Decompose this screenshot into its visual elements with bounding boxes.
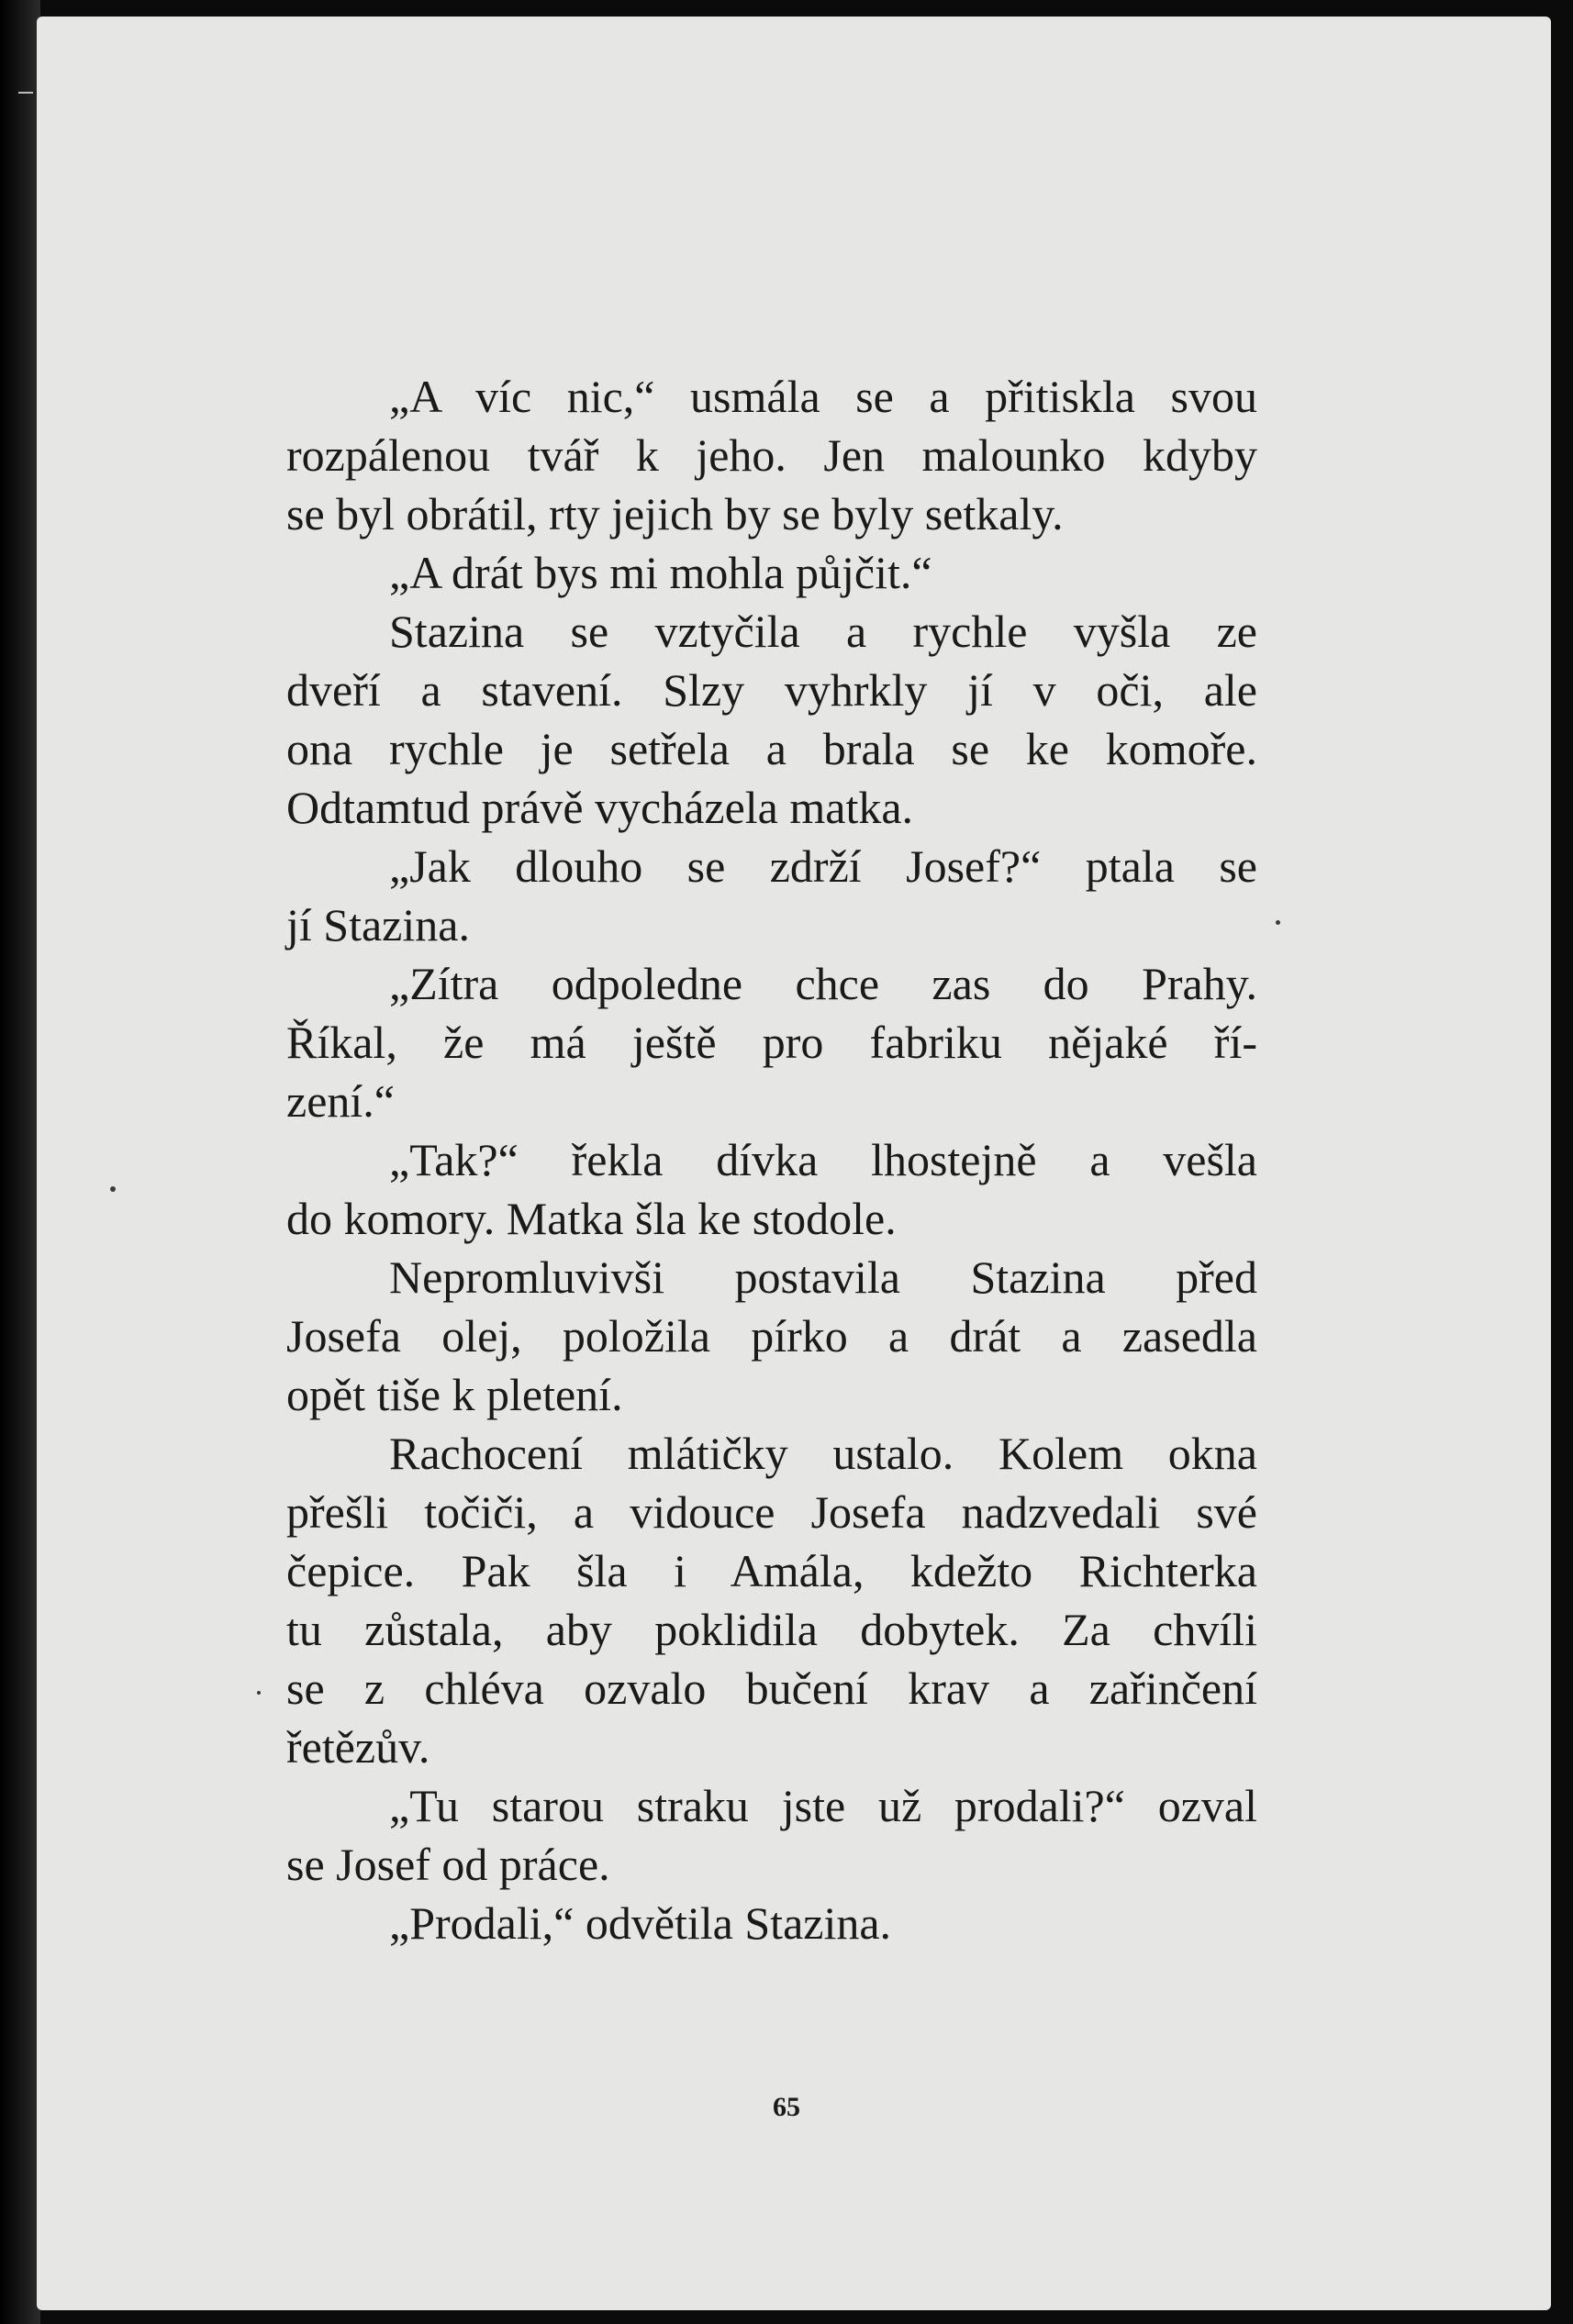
text-line: Odtamtud právě vycházela matka. (286, 782, 914, 833)
text-line: Rachocení mlátičky ustalo. Kolem okna (389, 1428, 1257, 1479)
page-speck (1276, 920, 1280, 925)
text-line: čepice. Pak šla i Amála, kdežto Richterka (286, 1545, 1257, 1596)
text-line: opět tiše k pletení. (286, 1369, 623, 1420)
text-line: rozpálenou tvář k jeho. Jen malounko kdyby (286, 429, 1257, 481)
page-number: 65 (773, 2092, 800, 2122)
page-speck (110, 1186, 116, 1192)
text-line: se Josef od práce. (286, 1839, 610, 1890)
text-line: přešli točiči, a vidouce Josefa nadzvedali své (286, 1486, 1257, 1538)
text-line: jí Stazina. (286, 899, 470, 951)
spine-mark (18, 92, 33, 94)
text-line: „Prodali,“ odvětila Stazina. (389, 1897, 892, 1949)
text-line: Nepromluvivši postavila Stazina před (389, 1251, 1257, 1303)
text-line: „Tu starou straku jste už prodali?“ ozval (389, 1780, 1257, 1831)
text-line: „Zítra odpoledne chce zas do Prahy. (389, 958, 1257, 1009)
page-body-text (286, 367, 1257, 1952)
text-line: Říkal, že má ještě pro fabriku nějaké ří- (286, 1017, 1257, 1068)
text-line: „A drát bys mi mohla půjčit.“ (389, 547, 932, 598)
text-line: se z chléva ozvalo bučení krav a zařinčení (286, 1662, 1257, 1714)
page-speck (257, 1691, 261, 1695)
text-line: „Tak?“ řekla dívka lhostejně a vešla (389, 1134, 1257, 1185)
text-line: tu zůstala, aby poklidila dobytek. Za chvíli (286, 1604, 1257, 1655)
text-line: dveří a stavení. Slzy vyhrkly jí v oči, ale (286, 664, 1257, 716)
text-line: do komory. Matka šla ke stodole. (286, 1193, 897, 1244)
text-line: Stazina se vztyčila a rychle vyšla ze (389, 606, 1257, 657)
text-line: řetězův. (286, 1721, 430, 1773)
text-line: ona rychle je setřela a brala se ke komoře. (286, 723, 1257, 774)
text-line: se byl obrátil, rty jejich by se byly setkaly. (286, 488, 1064, 539)
text-line: zení.“ (286, 1075, 395, 1127)
book-spine-edge (0, 0, 40, 2324)
text-line: „A víc nic,“ usmála se a přitiskla svou (389, 371, 1257, 422)
text-line: „Jak dlouho se zdrží Josef?“ ptala se (389, 840, 1257, 892)
text-line: Josefa olej, položila pírko a drát a zasedla (286, 1310, 1257, 1362)
